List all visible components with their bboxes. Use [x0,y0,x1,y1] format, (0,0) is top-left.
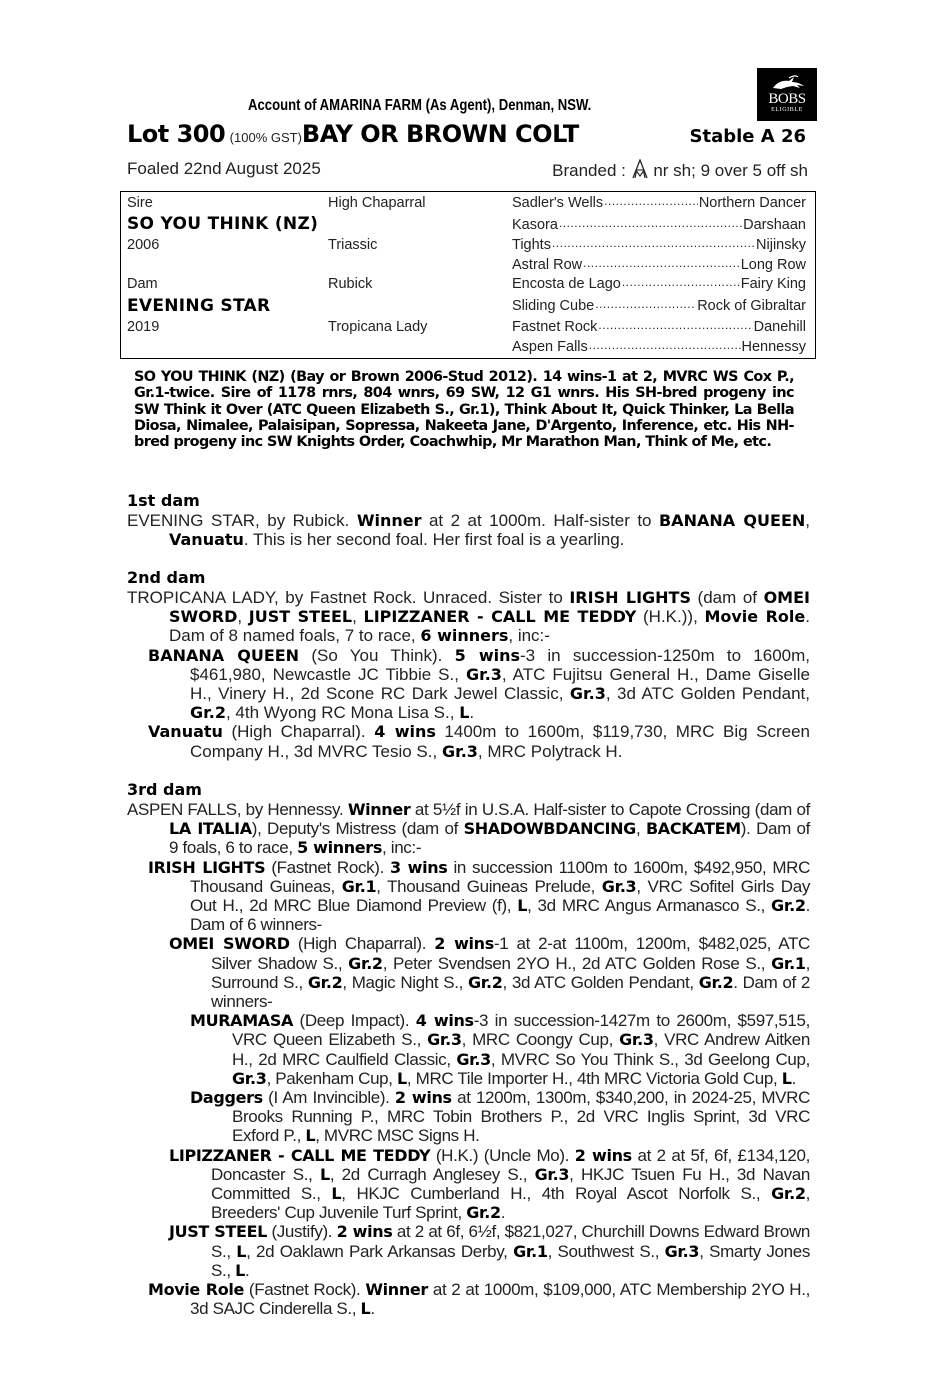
grandsire-name: Fastnet Rock [512,319,598,335]
bold-highlight: Gr.2 [771,896,806,916]
text-run: , HKJC Tsuen Fu H., 3d Navan Committed S., [211,1164,810,1204]
text-run: (Deep Impact). [293,1011,416,1031]
pedigree-table [120,191,816,359]
bold-highlight: Gr.3 [441,741,478,761]
bold-highlight: Gr.1 [341,876,377,896]
bold-highlight: JUST STEEL [169,1222,268,1242]
text-run: in succession 1100m to 1600m, $492,950, MRC Thousand Guineas, [190,857,810,896]
bold-highlight: L [517,896,528,916]
bold-highlight: L [235,1260,245,1280]
dam-summary [127,588,810,646]
bold-highlight: 5 wins [454,645,521,665]
bold-highlight: Gr.1 [513,1241,548,1261]
text-run: ). Dam of 9 foals, 6 to race, [169,819,810,858]
bold-highlight: Gr.2 [467,972,503,992]
sire-summary: SO YOU THINK (NZ) (Bay or Brown 2006-Stud 2012). 14 wins-1 at 2, MVRC WS Cox P., Gr.1-twice. Sire of 1178 rnrs, 804 wnrs, 69 SW, 12 G1 wnrs. His SH-bred progeny inc SW Think it Over (ATC Queen Elizabeth S., Gr.1), Think About It, Quick Thinker, La Bella Diosa, Nimalee, Palaisipan, Sopressa, Nakeeta Jane, D'Argento, Inference, etc. His NH-bred progeny inc SW Knights Order, Coachwhip, Mr Marathon Man, Think of Me, etc. [134,368,794,451]
text-run: TROPICANA LADY, by Fastnet Rock. Unraced. Sister to [127,588,570,607]
dam-summary [127,800,810,858]
grandsire-name: Tights [512,237,551,253]
text-run: at 5½f in U.S.A. Half-sister to Capote Crossing (dam of [410,800,810,819]
text-run: , MRC Tile Importer H., 4th MRC Victoria Gold Cup, [406,1068,782,1088]
bold-highlight: Daggers [190,1088,263,1108]
bold-highlight: Movie Role [704,607,806,627]
bold-highlight: Winner [365,1280,428,1300]
text-run: , MVRC So You Think S., 3d Geelong Cup, [490,1049,810,1069]
bold-highlight: L [305,1126,316,1146]
lot-number: Lot 300 [127,120,226,148]
text-run: , HKJC Cumberland H., 4th Royal Ascot Norfolk S., [341,1184,772,1204]
grandparent-row [512,237,806,253]
text-run: (H.K.) (Uncle Mo). [430,1145,575,1165]
text-run: , VRC Andrew Aitken H., 2d MRC Caulfield Classic, [232,1030,810,1069]
bold-highlight: Winner [356,511,422,530]
text-run: , [237,607,249,627]
dam-year: 2019 [127,319,160,335]
bold-highlight: Vanuatu [148,722,223,742]
bold-highlight: Gr.2 [771,1184,806,1204]
bold-highlight: 2 wins [574,1145,632,1165]
text-run: , MRC Polytrack H. [477,741,623,761]
bold-highlight: LIPIZZANER - CALL ME TEDDY [363,607,637,627]
granddam-name: Kasora [512,217,558,233]
text-run: (dam of [691,588,764,607]
grandparent-row [512,195,806,211]
stable-location: Stable A 26 [689,126,806,147]
horse-head-icon [767,74,807,92]
bold-highlight: Gr.3 [601,876,637,896]
bold-highlight: Gr.2 [307,972,343,992]
text-run: , inc:- [382,838,422,858]
bold-highlight: Gr.3 [427,1030,462,1050]
text-run: . Dam of 2 winners- [211,972,810,1012]
grandparent-row [512,298,806,314]
dam-entries [127,511,810,549]
dam-section-1 [127,491,810,549]
text-run: , ATC Fujitsu General H., Dame Giselle H., Vinery H., 2d Scone RC Dark Jewel Classic, [190,664,810,704]
bold-highlight: L [360,1299,371,1319]
text-run: . Dam of 8 named foals, 7 to race, [169,607,810,646]
bobs-eligible-logo [757,68,817,121]
bold-highlight: Gr.3 [232,1068,267,1088]
bold-highlight: Gr.3 [465,664,502,684]
bold-highlight: L [319,1164,330,1184]
grandparent-row [512,339,806,355]
text-run: , Magic Night S., [342,972,468,992]
granddam-name: Aspen Falls [512,339,588,355]
text-run: . This is her second foal. Her first foal is a yearling. [243,530,625,550]
dam-name: EVENING STAR [127,296,271,316]
text-run: -3 in succession-1250m to 1600m, $461,980, Newcastle JC Tibbie S., [190,645,811,684]
vendor-account: Account of AMARINA FARM (As Agent), Denman, NSW. [248,97,592,114]
dam-heading: 3rd dam [127,780,202,799]
text-run: . [469,703,475,723]
great-grandsire-name: Fairy King [740,276,806,292]
bold-highlight: L [397,1068,407,1088]
bold-highlight: OMEI SWORD [169,934,290,954]
bold-highlight: Vanuatu [169,530,244,550]
text-run: , 4th Wyong RC Mona Lisa S., [225,703,460,723]
gst-note: (100% GST) [229,130,302,145]
sire-dam: Triassic [328,237,378,253]
progeny-entry [127,646,810,723]
text-run: , VRC Sofitel Girls Day Out H., 2d MRC Blue Diamond Preview (f), [190,876,810,916]
bold-highlight: 6 winners [420,626,509,646]
great-grandsire-name: Long Row [740,257,806,273]
branded-label: Branded : [552,161,626,180]
bold-highlight: L [781,1068,792,1088]
grandparent-row [512,217,806,233]
text-run: . [244,1260,250,1280]
great-grandsire-name: Darshaan [743,217,806,233]
text-run: , Peter Svendsen 2YO H., 2d ATC Golden Rose S., [382,953,772,973]
bold-highlight: LA ITALIA [169,819,252,839]
dam-summary [127,511,810,549]
progeny-entry [127,1146,810,1223]
bold-highlight: JUST STEEL [248,607,353,627]
text-run: at 2 at 1000m, $109,000, ATC Membership 2YO H., 3d SAJC Cinderella S., [190,1280,810,1319]
text-run: , Surround S., [211,953,810,992]
branded-detail: nr sh; 9 over 5 off sh [653,161,808,180]
foaled-date: Foaled 22nd August 2025 [127,159,321,178]
dam-section-3 [127,780,810,1318]
text-run: . [500,1203,506,1223]
granddam-name: Astral Row [512,257,583,273]
bold-highlight: 2 wins [434,934,494,954]
text-run: , [635,819,646,839]
dam-section-2 [127,568,810,761]
bold-highlight: OMEI SWORD [169,588,810,627]
bold-highlight: Gr.2 [466,1203,501,1223]
dam-dam: Tropicana Lady [328,319,428,335]
text-run: EVENING STAR, by Rubick. [127,511,357,530]
bold-highlight: Gr.1 [771,953,806,973]
bold-highlight: Gr.2 [190,703,226,723]
grandparent-row [512,276,806,292]
branding-info [552,159,808,181]
great-grandsire-name: Rock of Gibraltar [697,298,806,314]
grandsire-name: Sadler's Wells [512,195,604,211]
bold-highlight: SHADOWBDANCING [463,819,636,839]
text-run: , inc:- [508,626,550,646]
bold-highlight: 2 wins [394,1088,452,1108]
sire-sire: High Chaparral [328,195,426,211]
text-run: at 2 at 1000m. Half-sister to [421,511,659,530]
great-grandsire-name: Hennessy [741,339,806,355]
horse-description: BAY OR BROWN COLT [301,120,579,148]
progeny-entry [127,934,810,1011]
text-run: , Smarty Jones S., [211,1241,811,1280]
bold-highlight: IRISH LIGHTS [569,588,691,607]
text-run: , 3d MRC Angus Armanasco S., [527,896,772,916]
bold-highlight: Gr.3 [569,684,606,704]
grandparent-row [512,319,806,335]
sire-year: 2006 [127,237,160,253]
bold-highlight: LIPIZZANER - CALL ME TEDDY [169,1145,431,1165]
dam-heading: 2nd dam [127,568,206,587]
bold-highlight: Gr.2 [348,953,383,973]
bold-highlight: BANANA QUEEN [148,645,300,665]
bold-highlight: 3 wins [389,857,448,877]
text-run: (So You Think). [299,645,455,665]
text-run: , MVRC MSC Signs H. [315,1126,480,1146]
text-run: , Pakenham Cup, [266,1068,398,1088]
bold-highlight: BANANA QUEEN [658,511,806,530]
logo-text-eligible: ELIGIBLE [771,107,803,113]
dam-label: Dam [127,276,158,292]
granddam-name: Sliding Cube [512,298,595,314]
bold-highlight: 5 winners [297,838,383,858]
am-brand-mark-icon [631,159,649,179]
progeny-entry [127,722,810,760]
text-run: at 2 at 6f, 6½f, $821,027, Churchill Downs Edward Brown S., [211,1222,810,1261]
bold-highlight: Movie Role [148,1280,244,1300]
logo-text-bobs: BOBS [768,91,806,107]
bold-highlight: IRISH LIGHTS [148,857,266,877]
sire-name: SO YOU THINK (NZ) [127,214,319,234]
text-run: , Breeders' Cup Juvenile Turf Sprint, [211,1184,810,1223]
dam-heading: 1st dam [127,491,200,510]
text-run: (Fastnet Rock). [265,857,390,877]
text-run: ASPEN FALLS, by Hennessy. [127,800,348,819]
text-run: , 3d ATC Golden Pendant, [605,684,810,704]
sire-label: Sire [127,195,153,211]
text-run: (Fastnet Rock). [243,1280,366,1300]
progeny-entry [127,1280,810,1318]
bold-highlight: Gr.3 [534,1164,570,1184]
great-grandsire-name: Nijinsky [756,237,806,253]
bold-highlight: Gr.3 [456,1049,491,1069]
great-grandsire-name: Danehill [753,319,806,335]
bold-highlight: Gr.3 [619,1030,654,1050]
dam-sire: Rubick [328,276,373,292]
text-run: (I Am Invincible). [262,1088,395,1108]
text-run: at 1200m, 1300m, $340,200, in 2024-25, MVRC Brooks Running P., MRC Tobin Brothers P., 2d VRC Inglis Sprint, 3d VRC Exford P., [232,1088,810,1146]
text-run: at 2 at 5f, 6f, £134,120, Doncaster S., [211,1145,810,1184]
bold-highlight: BACKATEM [645,819,741,839]
progeny-entry [127,1222,810,1280]
bold-highlight: 4 wins [374,722,436,742]
bold-highlight: L [459,703,470,723]
text-run: , MRC Coongy Cup, [461,1030,620,1050]
bold-highlight: 4 wins [415,1011,474,1031]
text-run: , 2d Oaklawn Park Arkansas Derby, [246,1241,514,1261]
text-run: , 2d Curragh Anglesey S., [329,1164,535,1184]
text-run: (H.K.)), [636,607,705,627]
bold-highlight: Gr.3 [664,1241,700,1261]
great-grandsire-name: Northern Dancer [698,195,806,211]
text-run: -3 in succession-1427m to 2600m, $597,515, VRC Queen Elizabeth S., [232,1011,810,1050]
dam-entries [127,588,810,761]
text-run: (Justify). [267,1222,337,1242]
bold-highlight: L [331,1184,342,1204]
grandparent-row [512,257,806,273]
bold-highlight: MURAMASA [190,1011,294,1031]
text-run: (High Chaparral). [289,934,435,954]
progeny-entry [127,858,810,935]
dam-entries [127,800,810,1318]
text-run: , [805,511,811,530]
progeny-entry [127,1011,810,1088]
text-run: ), Deputy's Mistress (dam of [251,819,464,839]
bold-highlight: 2 wins [336,1222,393,1242]
text-run: . [370,1299,375,1319]
text-run: -1 at 2-at 1100m, 1200m, $482,025, ATC Silver Shadow S., [211,934,810,973]
text-run: . [791,1068,796,1088]
text-run: 1400m to 1600m, $119,730, MRC Big Screen Company H., 3d MVRC Tesio S., [190,722,811,761]
text-run: , Southwest S., [547,1241,665,1261]
grandsire-name: Encosta de Lago [512,276,621,292]
text-run: , [352,607,364,627]
lot-title-row [127,120,810,152]
text-run: , Thousand Guineas Prelude, [376,876,602,896]
text-run: (High Chaparral). [222,722,375,742]
bold-highlight: Winner [347,800,411,819]
text-run: , 3d ATC Golden Pendant, [502,972,699,992]
bold-highlight: Gr.2 [698,972,734,992]
progeny-entry [127,1088,810,1146]
text-run: . Dam of 6 winners- [190,896,810,935]
bold-highlight: L [236,1241,247,1261]
